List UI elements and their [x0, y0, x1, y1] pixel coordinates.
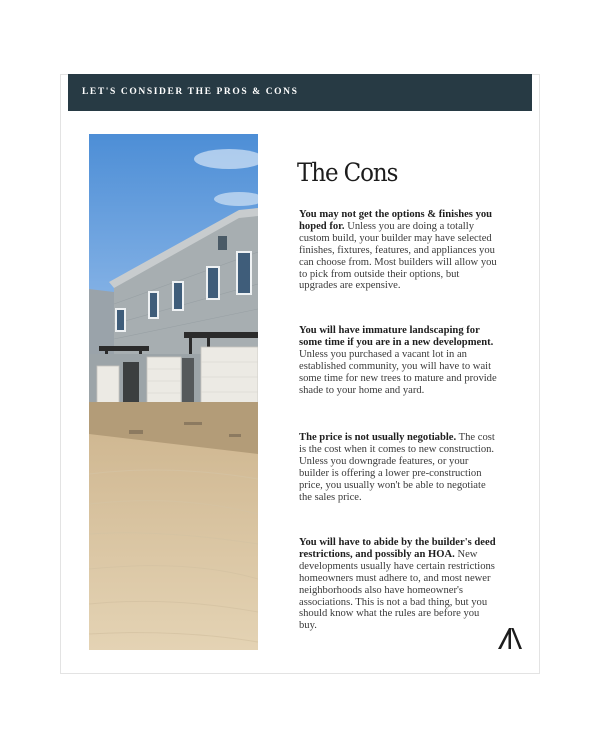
- con-item: [299, 432, 499, 503]
- con-body: Unless you are doing a totally custom build, your builder may have selected finishes, fixtures, features, and appliances you can choose from. Most builders will allow you to pick from outside their options, but upgrades are expensive.: [299, 220, 497, 292]
- con-body: The cost is the cost when it comes to new construction. Unless you downgrade features, or your builder is offering a lower pre-construction price, you usually won't be able to negotiate the sales price.: [299, 432, 495, 503]
- con-heading: The price is not usually negotiable.: [299, 432, 457, 443]
- con-heading: You will have to abide by the builder's deed restrictions, and possibly an HOA.: [299, 537, 496, 560]
- con-item: [299, 537, 499, 632]
- header-banner: [68, 74, 532, 111]
- house-photo: [89, 134, 258, 650]
- brand-logo-icon: [497, 626, 523, 650]
- page-title: The Cons: [297, 158, 398, 187]
- con-item: [299, 209, 499, 292]
- con-heading: You may not get the options & finishes you hoped for.: [299, 209, 493, 232]
- con-body: New developments usually have certain restrictions homeowners must adhere to, and most newer neighborhoods also have homeowner's associations. This is not a bad thing, but you should know what the rules are before you buy.: [299, 548, 495, 632]
- con-item: [299, 325, 499, 396]
- con-heading: You will have immature landscaping for some time if you are in a new development.: [299, 325, 494, 348]
- banner-title: LET'S CONSIDER THE PROS & CONS: [82, 87, 299, 97]
- con-body: Unless you purchased a vacant lot in an established community, you will have to wait some time for new trees to mature and provide shade to your home and yard.: [299, 348, 497, 396]
